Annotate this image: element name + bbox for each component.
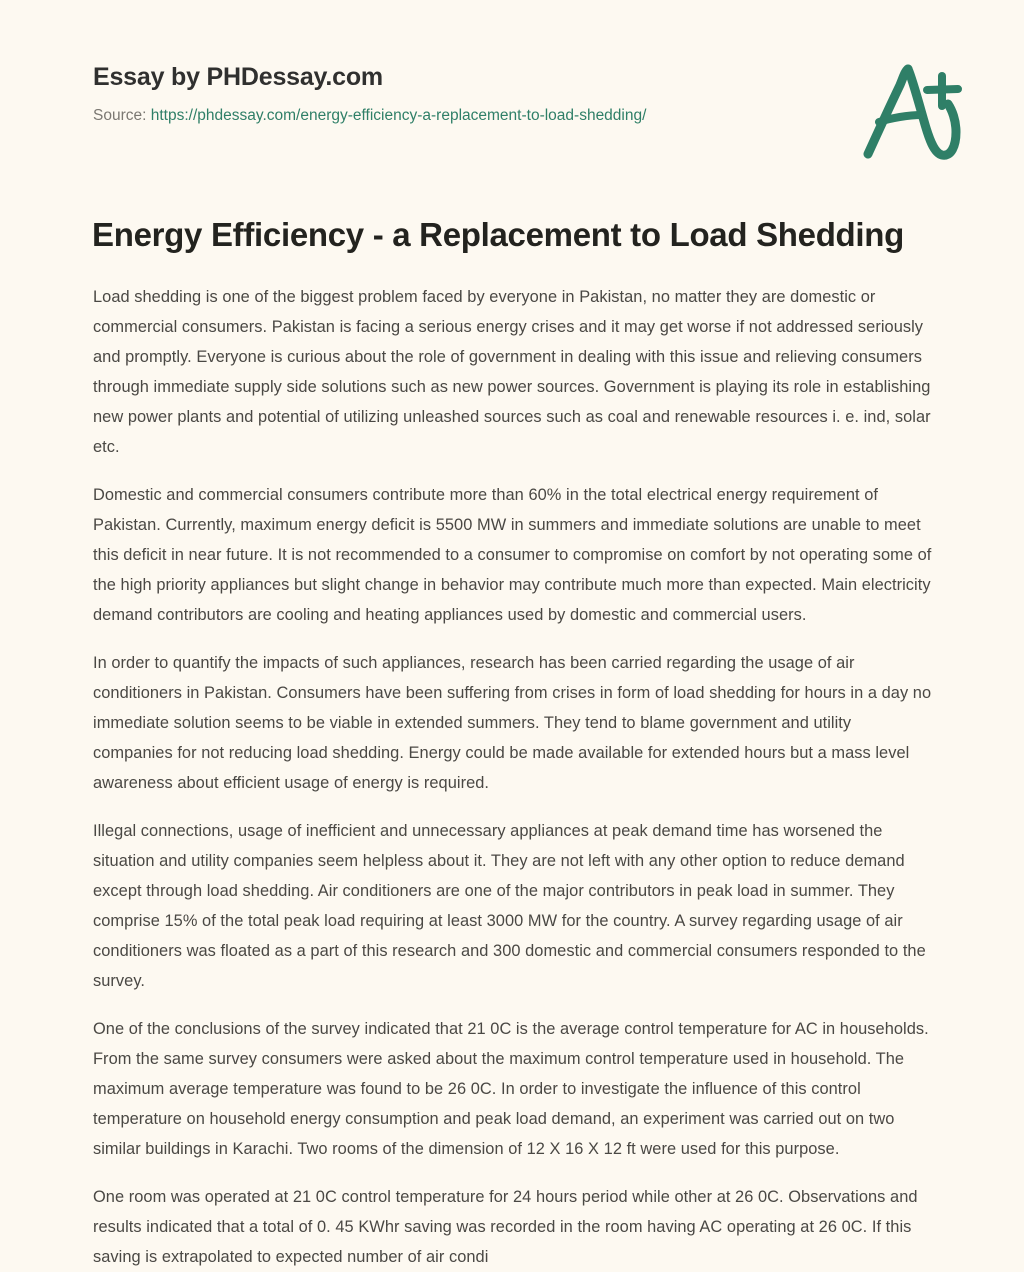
paragraph: One of the conclusions of the survey indicated that 21 0C is the average control temperature for AC in households. From the same survey consumers were asked about the maximum control temperature used in household. The maximum average temperature was found to be 26 0C. In order to investigate the influence of this control temperature on household energy consumption and peak load demand, an experiment was carried out on two similar buildings in Karachi. Two rooms of the dimension of 12 X 16 X 12 ft were used for this purpose. xyxy=(93,1020,929,1158)
brand-title: Essay by PHDessay.com xyxy=(93,63,383,91)
page-header xyxy=(93,62,964,126)
paragraph: One room was operated at 21 0C control temperature for 24 hours period while other at 26 0C. Observations and results indicated that a total of 0. 45 KWhr saving was recorded in the room having AC operating at 26 0C. If this saving is extrapolated to expected number of air condi xyxy=(93,1188,918,1266)
source-line xyxy=(93,106,964,126)
paragraph: Load shedding is one of the biggest problem faced by everyone in Pakistan, no matter they are domestic or commercial consumers. Pakistan is facing a serious energy crises and it may get worse if not addressed seriously and promptly. Everyone is curious about the role of government in dealing with this issue and relieving consumers through immediate supply side solutions such as new power sources. Government is playing its role in establishing new power plants and potential of utilizing unleashed sources such as coal and renewable resources i. e. ind, solar etc. xyxy=(93,288,931,456)
source-label: Source: xyxy=(93,107,147,124)
paragraph: Illegal connections, usage of inefficient and unnecessary appliances at peak demand time has worsened the situation and utility companies seem helpless about it. They are not left with any other option to reduce demand except through load shedding. Air conditioners are one of the major contributors in peak load in summer. They comprise 15% of the total peak load requiring at least 3000 MW for the country. A survey regarding usage of air conditioners was floated as a part of this research and 300 domestic and commercial consumers responded to the survey. xyxy=(93,822,926,990)
paragraph: In order to quantify the impacts of such appliances, research has been carried regarding the usage of air conditioners in Pakistan. Consumers have been suffering from crises in form of load shedding for hours in a day no immediate solution seems to be viable in extended summers. They tend to blame government and utility companies for not reducing load shedding. Energy could be made available for extended hours but a mass level awareness about efficient usage of energy is required. xyxy=(93,654,932,792)
paragraph: Domestic and commercial consumers contribute more than 60% in the total electrical energy requirement of Pakistan. Currently, maximum energy deficit is 5500 MW in summers and immediate solutions are unable to meet this deficit in near future. It is not recommended to a consumer to compromise on comfort by not operating some of the high priority appliances but slight change in behavior may contribute much more than expected. Main electricity demand contributors are cooling and heating appliances used by domestic and commercial users. xyxy=(93,486,932,624)
page-title: Energy Efficiency - a Replacement to Load Shedding xyxy=(92,216,904,253)
source-url-link[interactable]: https://phdessay.com/energy-efficiency-a-replacement-to-load-shedding/ xyxy=(150,107,647,124)
a-plus-logo-glyph xyxy=(856,58,966,163)
a-plus-logo-icon xyxy=(856,58,966,163)
